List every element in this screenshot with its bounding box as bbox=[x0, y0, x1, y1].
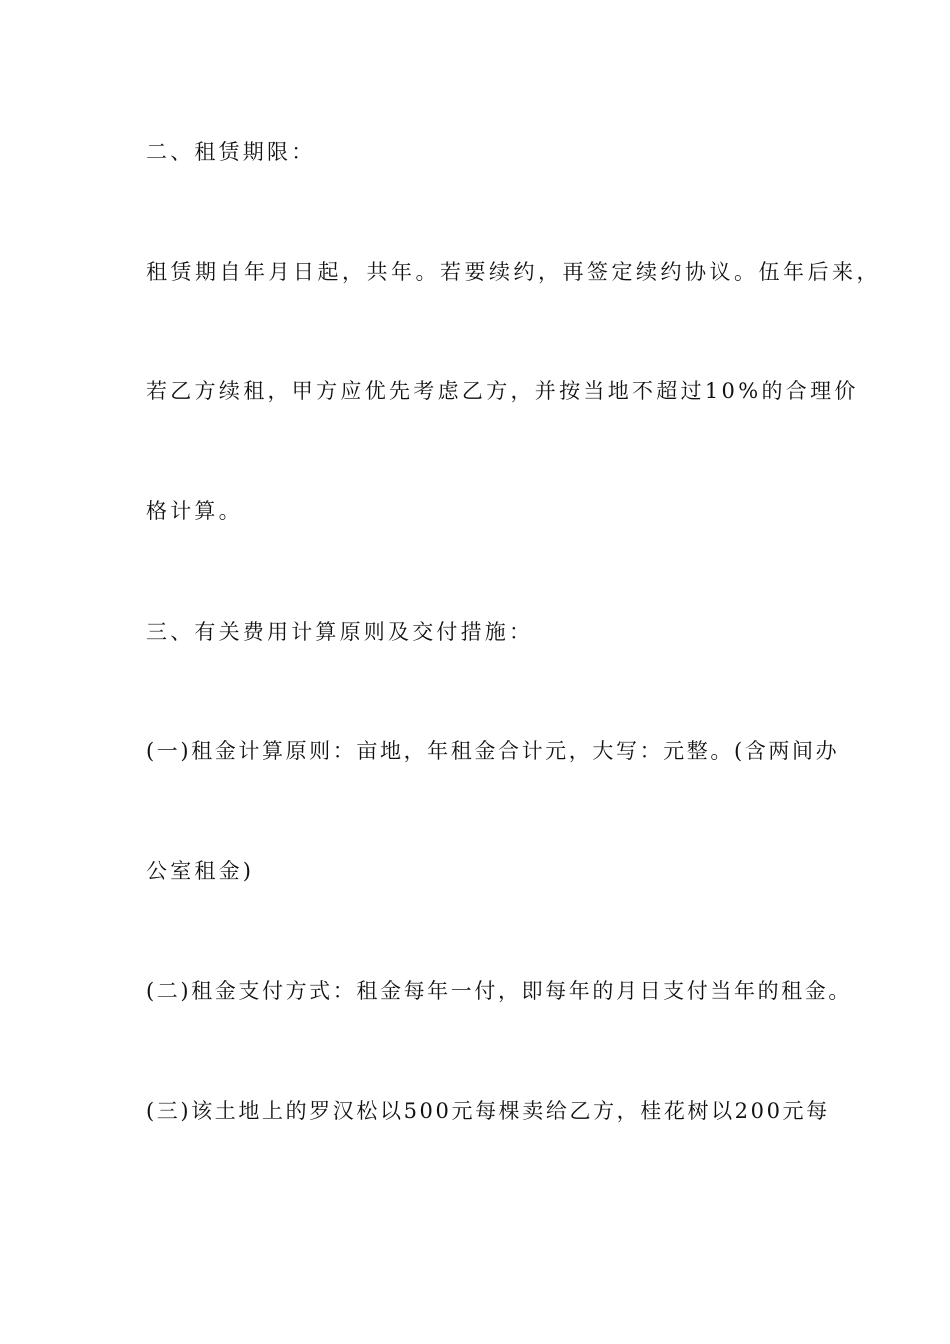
paragraph-line: 租赁期自年月日起，共年。若要续约，再签定续约协议。伍年后来， bbox=[146, 260, 881, 284]
section-heading-fees: 三、有关费用计算原则及交付措施： bbox=[146, 620, 534, 644]
paragraph-line: (二)租金支付方式：租金每年一付，即每年的月日支付当年的租金。 bbox=[146, 979, 852, 1003]
paragraph-line: 若乙方续租，甲方应优先考虑乙方，并按当地不超过10%的合理价 bbox=[146, 379, 859, 403]
paragraph-line: (一)租金计算原则：亩地，年租金合计元，大写：元整。(含两间办 bbox=[146, 739, 840, 763]
section-heading-lease-term: 二、租赁期限： bbox=[146, 140, 316, 164]
paragraph-line: (三)该土地上的罗汉松以500元每棵卖给乙方，桂花树以200元每 bbox=[146, 1099, 830, 1123]
paragraph-line: 格计算。 bbox=[146, 499, 243, 523]
paragraph-line: 公室租金) bbox=[146, 859, 255, 883]
